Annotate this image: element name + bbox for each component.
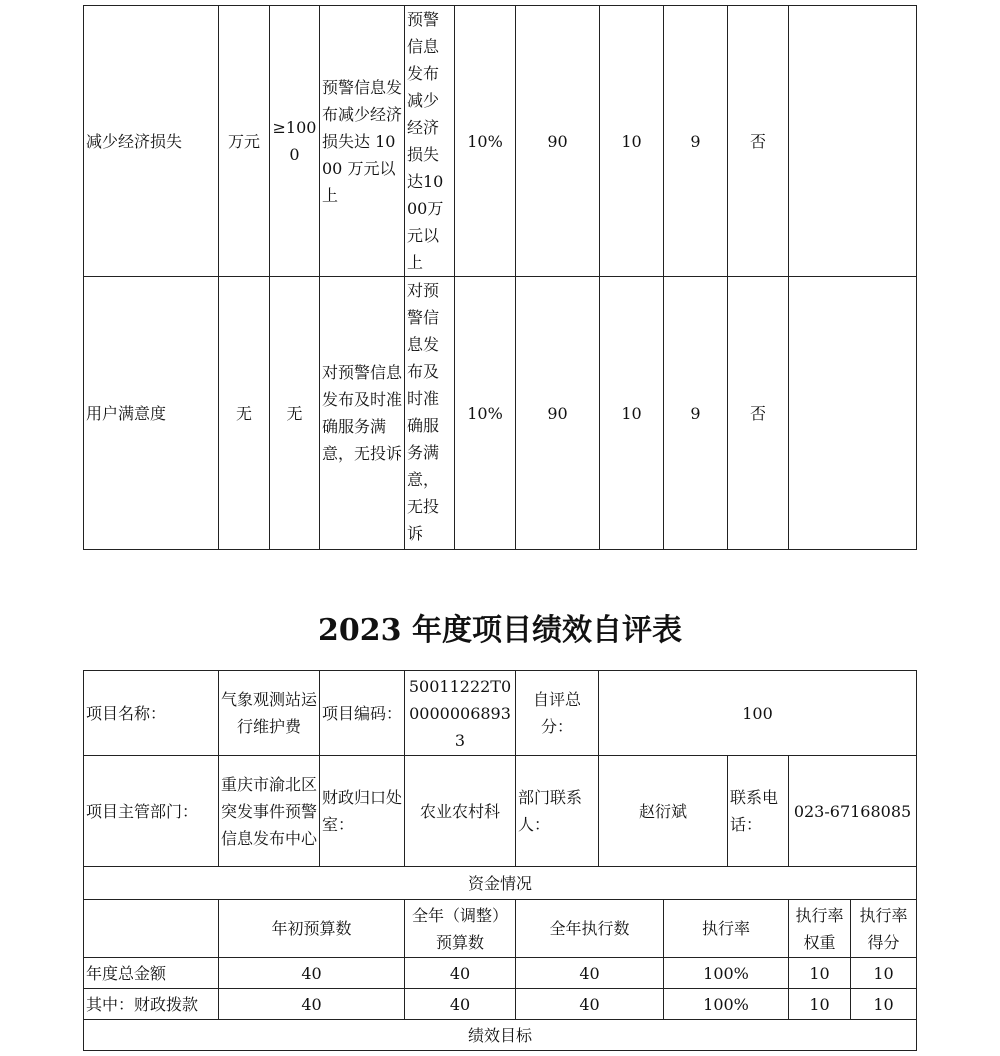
- funds-header-adjusted: 全年（调整）预算数: [405, 900, 516, 958]
- indicator-remark: [789, 6, 917, 277]
- funds-row-label: 年度总金额: [84, 958, 219, 989]
- contact-label: 部门联系人：: [516, 756, 599, 867]
- goals-section-label: 绩效目标: [84, 1020, 917, 1051]
- funds-initial: 40: [219, 958, 405, 989]
- project-code-label: 项目编码：: [320, 671, 405, 756]
- indicator-remark: [789, 277, 917, 550]
- indicator-name: 用户满意度: [84, 277, 219, 550]
- table-row: [84, 671, 917, 756]
- funds-header-score: 执行率得分: [851, 900, 917, 958]
- table-row: [84, 6, 917, 277]
- funds-adjusted: 40: [405, 958, 516, 989]
- funds-row-label: 其中：财政拨款: [84, 989, 219, 1020]
- indicator-score: 9: [664, 6, 728, 277]
- contact-value: 赵衍斌: [599, 756, 728, 867]
- self-score-value: 100: [599, 671, 917, 756]
- funds-header-rate: 执行率: [664, 900, 789, 958]
- funds-executed: 40: [516, 958, 664, 989]
- indicator-table: [83, 5, 917, 550]
- funds-rate: 100%: [664, 989, 789, 1020]
- project-name-label: 项目名称：: [84, 671, 219, 756]
- table-row: [84, 277, 917, 550]
- phone-label: 联系电话：: [728, 756, 789, 867]
- finance-office-label: 财政归口处室：: [320, 756, 405, 867]
- indicator-unit: 万元: [219, 6, 270, 277]
- funds-rate: 100%: [664, 958, 789, 989]
- report-title: 2023 年度项目绩效自评表: [318, 613, 682, 648]
- table-row: [84, 1020, 917, 1051]
- indicator-flag: 否: [728, 277, 789, 550]
- funds-executed: 40: [516, 989, 664, 1020]
- funds-header-executed: 全年执行数: [516, 900, 664, 958]
- funds-header-weight: 执行率权重: [789, 900, 851, 958]
- table-row: [84, 900, 917, 958]
- table-row: [84, 867, 917, 900]
- project-name-value: 气象观测站运行维护费: [219, 671, 320, 756]
- funds-score: 10: [851, 989, 917, 1020]
- funds-weight: 10: [789, 958, 851, 989]
- dept-label: 项目主管部门：: [84, 756, 219, 867]
- indicator-actual: 对预警信息发布及时准确服务满意，无投诉: [405, 277, 455, 550]
- indicator-rate: 90: [516, 6, 600, 277]
- indicator-weight: 10%: [455, 277, 516, 550]
- indicator-target: ≥1000: [270, 6, 320, 277]
- indicator-unit: 无: [219, 277, 270, 550]
- phone-value: 023-67168085: [789, 756, 917, 867]
- funds-score: 10: [851, 958, 917, 989]
- indicator-target: 无: [270, 277, 320, 550]
- indicator-weight: 10%: [455, 6, 516, 277]
- funds-weight: 10: [789, 989, 851, 1020]
- indicator-name: 减少经济损失: [84, 6, 219, 277]
- indicator-score: 9: [664, 277, 728, 550]
- dept-value: 重庆市渝北区突发事件预警信息发布中心: [219, 756, 320, 867]
- indicator-score-full: 10: [600, 6, 664, 277]
- indicator-flag: 否: [728, 6, 789, 277]
- table-row: [84, 756, 917, 867]
- indicator-actual: 预警信息发布减少经济损失达1000万元以上: [405, 6, 455, 277]
- funds-header-initial: 年初预算数: [219, 900, 405, 958]
- table-row: [84, 989, 917, 1020]
- indicator-rate: 90: [516, 277, 600, 550]
- funds-header-blank: [84, 900, 219, 958]
- self-score-label: 自评总分：: [516, 671, 599, 756]
- project-code-value: 50011222T000000068933: [405, 671, 516, 756]
- evaluation-table: [83, 670, 917, 1051]
- finance-office-value: 农业农村科: [405, 756, 516, 867]
- funds-adjusted: 40: [405, 989, 516, 1020]
- funds-initial: 40: [219, 989, 405, 1020]
- indicator-score-full: 10: [600, 277, 664, 550]
- indicator-plan: 预警信息发布减少经济损失达 1000 万元以上: [320, 6, 405, 277]
- funds-section-label: 资金情况: [84, 867, 917, 900]
- table-row: [84, 958, 917, 989]
- indicator-plan: 对预警信息发布及时准确服务满意，无投诉: [320, 277, 405, 550]
